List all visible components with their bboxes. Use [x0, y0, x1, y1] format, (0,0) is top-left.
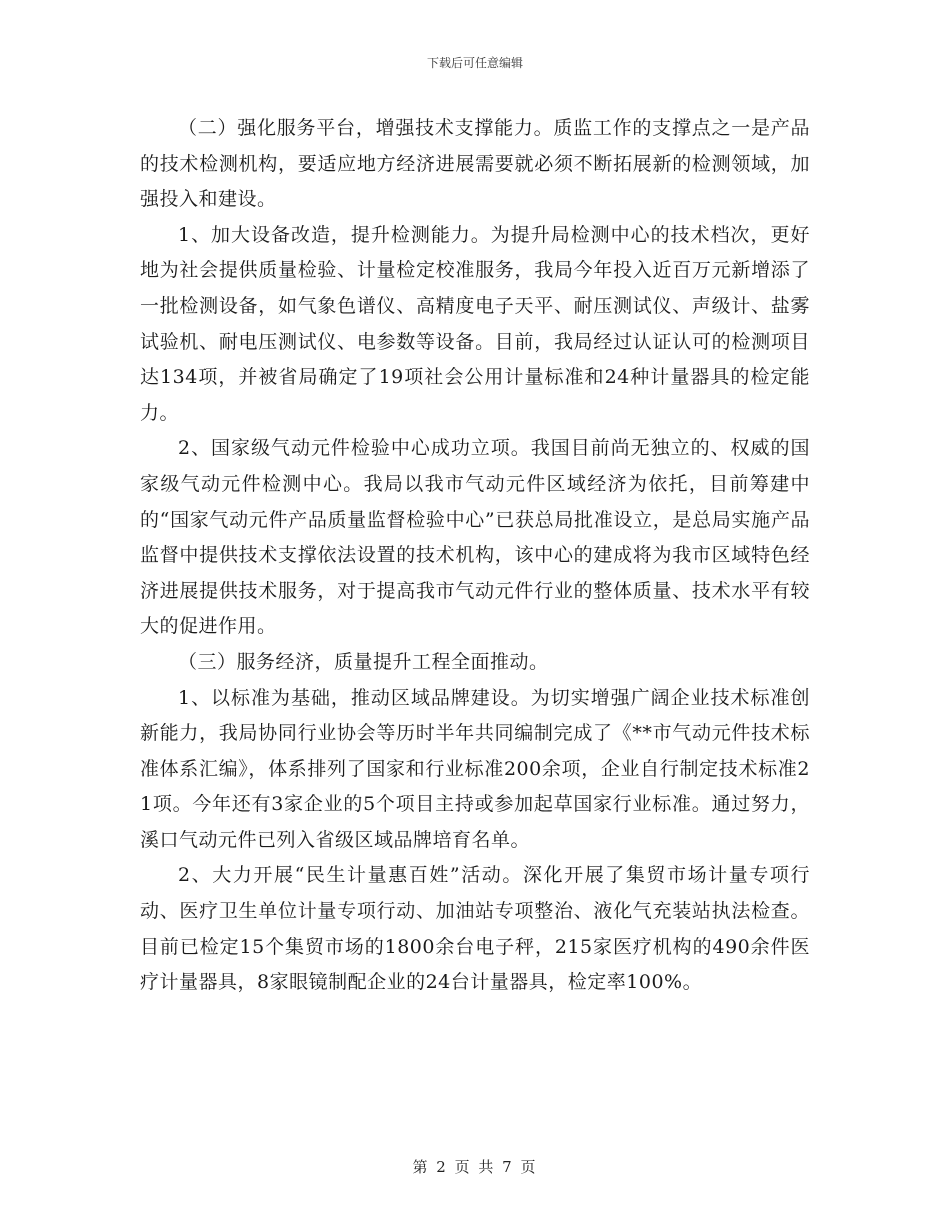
paragraph-standards-brand: 1、以标准为基础，推动区域品牌建设。为切实增强广阔企业技术标准创新能力，我局协同行业协会等历时半年共同编制完成了《**市气动元件技术标准体系汇编》，体系排列了国家和行业标准200余项，企业自行制定技术标准21项。今年还有3家企业的5个项目主持或参加起草国家行业标准。通过努力，溪口气动元件已列入省级区域品牌培育名单。	[140, 686, 810, 851]
paragraph-livelihood-metrology: 2、大力开展“民生计量惠百姓”活动。深化开展了集贸市场计量专项行动、医疗卫生单位计量专项行动、加油站专项整治、液化气充装站执法检查。目前已检定15个集贸市场的1800余台电子秤，215家医疗机构的490余件医疗计量器具，8家眼镜制配企业的24台计量器具，检定率100%。	[140, 864, 810, 994]
paragraph-national-center: 2、国家级气动元件检验中心成功立项。我国目前尚无独立的、权威的国家级气动元件检测中心。我局以我市气动元件区域经济为依托，目前筹建中的“国家气动元件产品质量监督检验中心”已获总局批准设立，是总局实施产品监督中提供技术支撑依法设置的技术机构，该中心的建成将为我市区域特色经济进展提供技术服务，对于提高我市气动元件行业的整体质量、技术水平有较大的促进作用。	[140, 437, 810, 638]
paragraph-service-platform: （二）强化服务平台，增强技术支撑能力。质监工作的支撑点之一是产品的技术检测机构，要适应地方经济进展需要就必须不断拓展新的检测领域，加强投入和建设。	[140, 117, 810, 211]
paragraph-quality-heading: （三）服务经济，质量提升工程全面推动。	[178, 650, 549, 673]
paragraph-equipment-upgrade: 1、加大设备改造，提升检测能力。为提升局检测中心的技术档次，更好地为社会提供质量检验、计量检定校准服务，我局今年投入近百万元新增添了一批检测设备，如气象色谱仪、高精度电子天平、耐压测试仪、声级计、盐雾试验机、耐电压测试仪、电参数等设备。目前，我局经过认证认可的检测项目达134项，并被省局确定了19项社会公用计量标准和24种计量器具的检定能力。	[140, 223, 810, 424]
page-number-footer: 第 2 页 共 7 页	[412, 1158, 538, 1176]
document-body	[140, 111, 810, 1001]
page-header-note: 下载后可任意编辑	[426, 56, 523, 70]
